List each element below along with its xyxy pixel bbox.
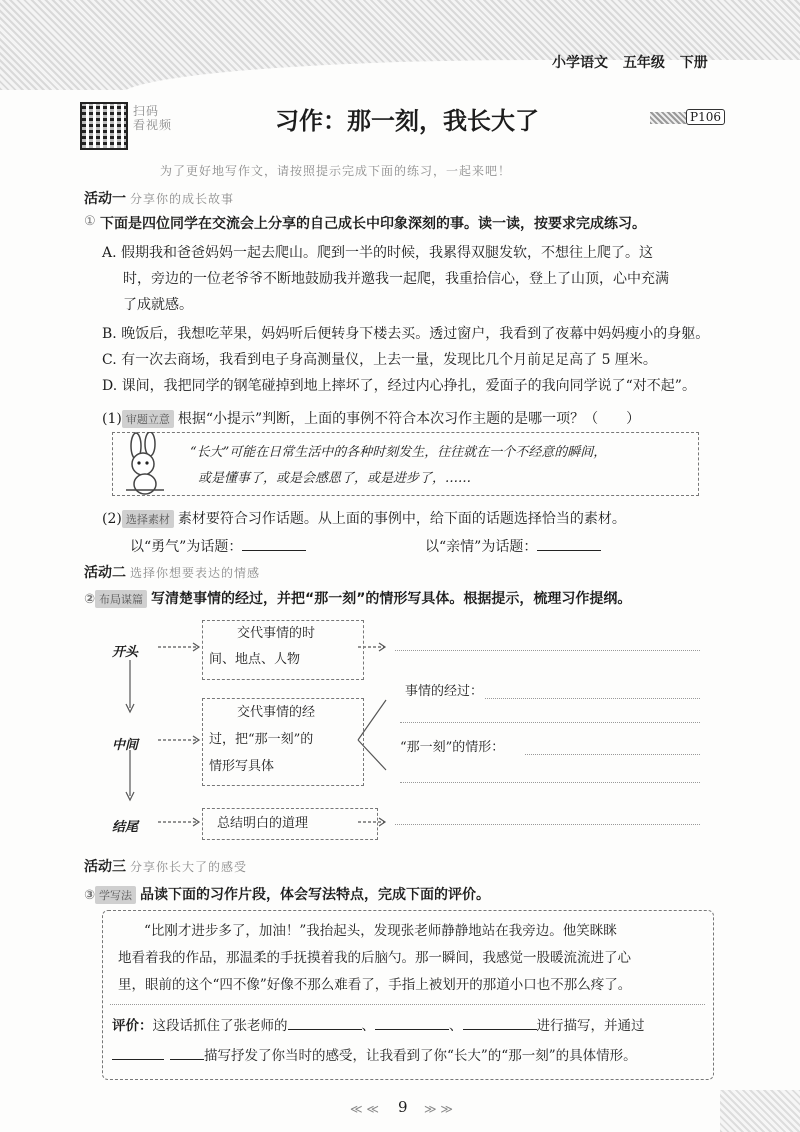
outline-middle-box-line-3: 情形写具体 [209, 759, 275, 774]
activity-3-label: 活动三 [84, 859, 126, 875]
tip-line-2: 或是懂事了，或是会感恩了，或是进步了，…… [198, 471, 472, 486]
activity-1-subtitle: 分享你的成长故事 [130, 192, 235, 206]
question-1-number: ① [84, 214, 96, 229]
option-d-text: 课间，我把同学的钢笔碰掉到地上摔坏了，经过内心挣扎，爱面子的我向同学说了“对不起”。 [121, 378, 696, 394]
topic-courage-blank[interactable] [242, 550, 306, 551]
topic-family-blank[interactable] [537, 550, 601, 551]
question-2-number: ② [84, 592, 96, 607]
header-subject: 小学语文 [552, 55, 608, 71]
outline-end-box: 总结明白的道理 [202, 808, 378, 840]
topic-courage [130, 536, 306, 556]
activity-3-question: 品读下面的习作片段，体会写法特点，完成下面的评价。 [140, 887, 491, 903]
option-a-line-2: 时，旁边的一位老爷爷不断地鼓励我并邀我一起爬，我重拾信心，登上了山顶，心中充满 [123, 271, 669, 287]
footer-ornament-left: ≪ ≪ [350, 1102, 379, 1116]
outline-start-line[interactable] [395, 650, 700, 651]
outline-end-label: 结尾 [112, 820, 139, 835]
question-1-2 [102, 508, 626, 528]
outline-moment-label: “那一刻”的情形： [400, 740, 505, 755]
option-c-label: C. [102, 352, 117, 368]
page-ref-decoration [650, 112, 686, 124]
outline-process-line-1[interactable] [485, 698, 700, 699]
tip-line-1: “长大”可能在日常生活中的各种时刻发生，往往就在一个不经意的瞬间， [190, 445, 607, 460]
activity-1-question: 下面是四位同学在交流会上分享的自己成长中印象深刻的事。读一读，按要求完成练习。 [100, 216, 646, 232]
activity-3-subtitle: 分享你长大了的感受 [130, 860, 248, 874]
question-1-1-tag: 审题立意 [122, 410, 174, 428]
page-number: 9 [398, 1098, 408, 1116]
evaluation-label: 评价： [112, 1018, 153, 1034]
evaluation-blank-5[interactable] [170, 1059, 204, 1060]
qr-code-icon[interactable] [80, 102, 128, 150]
option-c [102, 347, 742, 373]
option-b [102, 321, 742, 347]
question-3-number: ③ [84, 888, 96, 903]
qr-caption [133, 104, 172, 132]
evaluation-blank-1[interactable] [288, 1029, 362, 1030]
page-title: 习作：那一刻，我长大了 [275, 107, 539, 135]
header-term: 下册 [679, 55, 708, 71]
question-1-1-number: (1) [102, 411, 122, 427]
evaluation-prefix: 这段话抓住了张老师的 [152, 1018, 288, 1034]
qr-caption-line-1: 扫码 [133, 104, 160, 118]
excerpt-line-1: “比刚才进步多了，加油！”我抬起头，发现张老师静静地站在我旁边。他笑眯眯 [144, 923, 617, 939]
activity-2-subtitle: 选择你想要表达的情感 [130, 566, 261, 580]
outline-middle-box [202, 698, 364, 786]
outline-process-label: 事情的经过： [405, 684, 484, 699]
evaluation-blank-2[interactable] [375, 1029, 449, 1030]
excerpt-line-3: 里，眼前的这个“四不像”好像不那么难看了，手指上被划开的那道小口也不那么疼了。 [118, 977, 632, 993]
activity-2-question: 写清楚事情的经过，并把“那一刻”的情形写具体。根据提示，梳理习作提纲。 [151, 591, 632, 607]
activity-1-label: 活动一 [84, 191, 126, 207]
header-book-info [552, 52, 708, 72]
evaluation-blank-3[interactable] [463, 1029, 537, 1030]
outline-start-label: 开头 [112, 645, 139, 660]
outline-start-box-line-2: 间、地点、人物 [209, 652, 301, 667]
question-1-2-text: 素材要符合习作话题。从上面的事例中，给下面的话题选择恰当的素材。 [177, 511, 626, 527]
qr-caption-line-2: 看视频 [133, 118, 173, 132]
activity-2-question-row [84, 588, 631, 608]
footer-decoration [720, 1090, 800, 1132]
topic-family-label: 以“亲情”为话题： [425, 539, 538, 555]
excerpt-divider [110, 1004, 705, 1005]
excerpt-line-2: 地看着我的作品，那温柔的手抚摸着我的后脑勺。那一瞬间，我感觉一股暖流流进了心 [118, 950, 631, 966]
activity-3-heading [84, 856, 247, 876]
option-a-line-3: 了成就感。 [123, 297, 193, 313]
activity-2-heading [84, 562, 260, 582]
outline-middle-box-line-1: 交代事情的经 [237, 705, 316, 720]
activity-3-tag: 学写法 [95, 886, 136, 904]
footer-ornament-right: ≫ ≫ [424, 1102, 453, 1116]
question-1-2-tag: 选择素材 [122, 510, 174, 528]
header-grade: 五年级 [622, 55, 665, 71]
outline-moment-line-2[interactable] [400, 782, 700, 783]
option-a-line-1: 假期我和爸爸妈妈一起去爬山。爬到一半的时候，我累得双腿发软，不想往上爬了。这 [121, 245, 654, 261]
outline-moment-line-1[interactable] [525, 754, 700, 755]
excerpt-text [118, 918, 631, 999]
option-d [102, 373, 742, 399]
outline-end-line[interactable] [395, 824, 700, 825]
option-list [102, 240, 742, 399]
evaluation-suffix: 进行描写，并通过 [536, 1018, 645, 1034]
topic-courage-label: 以“勇气”为话题： [130, 539, 243, 555]
evaluation-line-2 [112, 1044, 637, 1064]
rabbit-icon [118, 432, 180, 498]
outline-process-line-2[interactable] [400, 722, 700, 723]
option-b-text: 晚饭后，我想吃苹果，妈妈听后便转身下楼去买。透过窗户，我看到了夜幕中妈妈瘦小的身躯。 [121, 326, 710, 342]
activity-2-tag: 布局谋篇 [95, 590, 147, 608]
activity-1-heading [84, 188, 234, 208]
topic-family [425, 536, 601, 556]
intro-text: 为了更好地写作文，请按照提示完成下面的练习，一起来吧！ [160, 164, 512, 178]
activity-2-label: 活动二 [84, 565, 126, 581]
question-1-1 [102, 408, 640, 428]
evaluation-blank-4[interactable] [112, 1059, 164, 1060]
outline-middle-label: 中间 [112, 738, 139, 753]
question-1-1-text[interactable]: 根据“小提示”判断，上面的事例不符合本次习作主题的是哪一项？（ ） [177, 411, 641, 427]
question-1-2-number: (2) [102, 511, 122, 527]
option-c-text: 有一次去商场，我看到电子身高测量仪，上去一量，发现比几个月前足足高了 5 厘米。 [121, 352, 657, 368]
option-d-label: D. [102, 378, 118, 394]
tip-text [190, 440, 606, 492]
page-ref-badge: P106 [686, 109, 725, 125]
outline-start-box [202, 620, 364, 680]
outline-connectors [100, 620, 400, 840]
option-a [102, 240, 742, 318]
outline-start-box-line-1: 交代事情的时 [237, 626, 316, 641]
option-a-label: A. [102, 245, 117, 261]
activity-3-question-row [84, 884, 490, 904]
evaluation-line-1: 评价：这段话抓住了张老师的 、 、 进行描写，并通过 [112, 1018, 645, 1034]
option-b-label: B. [102, 326, 117, 342]
evaluation-line-2-text: 描写抒发了你当时的感受，让我看到了你“长大”的“那一刻”的具体情形。 [204, 1048, 637, 1064]
outline-middle-box-line-2: 过，把“那一刻”的 [209, 732, 314, 747]
